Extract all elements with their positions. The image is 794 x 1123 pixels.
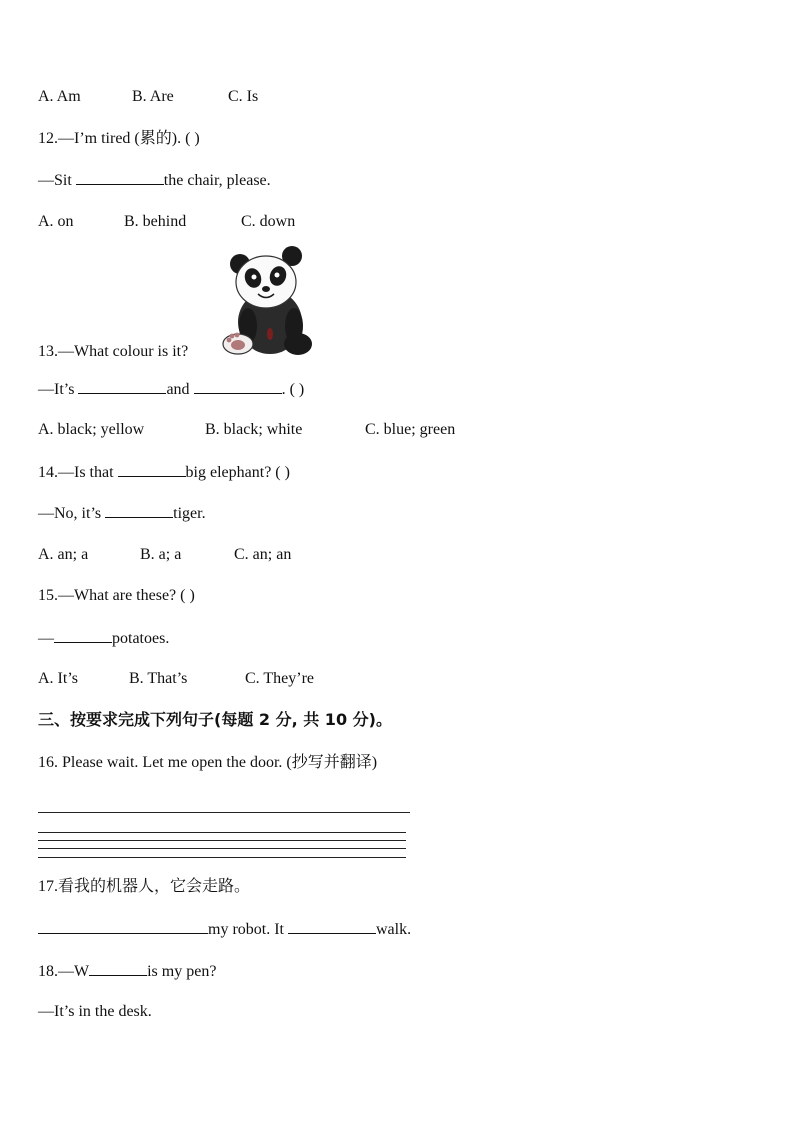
q16-writing-line-3[interactable] [38, 848, 406, 849]
q17-blank-2[interactable] [288, 919, 376, 934]
q15-stem: 15.—What are these? ( ) [38, 587, 195, 604]
q17-blank-1[interactable] [38, 919, 208, 934]
q12-blank[interactable] [76, 170, 164, 185]
q13-line2-post: . ( ) [281, 381, 305, 398]
q13-line2 [38, 379, 304, 400]
q11-options [38, 87, 258, 107]
q18-stem [38, 961, 216, 982]
q13-option-c[interactable]: C. blue; green [365, 421, 456, 438]
q14-stem-post: big elephant? ( ) [185, 464, 290, 481]
q14-stem-pre: 14.—Is that [38, 464, 118, 481]
q12-option-a[interactable]: A. on [38, 213, 74, 230]
q15-blank[interactable] [54, 628, 112, 643]
q13-blank-1[interactable] [78, 379, 166, 394]
q14-option-c[interactable]: C. an; an [234, 546, 292, 563]
q17-line2-post: walk. [376, 921, 412, 938]
q14-options [38, 545, 291, 565]
q14-blank-1[interactable] [118, 462, 186, 477]
q14-option-b[interactable]: B. a; a [140, 546, 182, 563]
q15-line2-pre: — [38, 630, 54, 647]
q13-stem: 13.—What colour is it? [38, 343, 189, 360]
q13-option-b[interactable]: B. black; white [205, 421, 303, 438]
q11-option-b[interactable]: B. Are [132, 88, 174, 105]
q12-options [38, 212, 295, 232]
q12-option-c[interactable]: C. down [241, 213, 296, 230]
q17-stem: 17.看我的机器人，它会走路。 [38, 878, 251, 895]
q16-writing-line-1[interactable] [38, 832, 406, 833]
q12-stem: 12.—I’m tired (累的). ( ) [38, 130, 200, 147]
q17-line2-mid: my robot. It [208, 921, 288, 938]
q16-writing-line-2[interactable] [38, 840, 406, 841]
q12-line2-pre: —Sit [38, 172, 76, 189]
q18-blank[interactable] [89, 961, 147, 976]
q12-line2 [38, 170, 271, 191]
q14-blank-2[interactable] [105, 503, 173, 518]
q12-option-b[interactable]: B. behind [124, 213, 187, 230]
q15-option-b[interactable]: B. That’s [129, 670, 188, 687]
q18-stem-post: is my pen? [147, 963, 217, 980]
q14-option-a[interactable]: A. an; a [38, 546, 89, 563]
q14-line2-post: tiger. [173, 505, 206, 522]
q16-stem: 16. Please wait. Let me open the door. (抄写并翻译) [38, 754, 378, 771]
section-3-heading: 三、按要求完成下列句子(每题 2 分, 共 10 分)。 [38, 710, 392, 729]
q17-line2 [38, 919, 411, 940]
q13-line2-pre: —It’s [38, 381, 79, 398]
q13-blank-2[interactable] [194, 379, 282, 394]
q14-line2 [38, 503, 206, 524]
q18-stem-pre: 18.—W [38, 963, 90, 980]
panda-icon [218, 244, 316, 358]
q11-option-c[interactable]: C. Is [228, 88, 259, 105]
q13-option-a[interactable]: A. black; yellow [38, 421, 145, 438]
q15-options [38, 669, 314, 689]
q13-line2-mid: and [166, 381, 194, 398]
q12-line2-post: the chair, please. [163, 172, 271, 189]
q15-option-a[interactable]: A. It’s [38, 670, 78, 687]
q14-line2-pre: —No, it’s [38, 505, 106, 522]
q13-options [38, 420, 455, 440]
q18-line2: —It’s in the desk. [38, 1003, 152, 1020]
q15-line2 [38, 628, 169, 649]
q14-stem [38, 462, 290, 483]
q16-writing-line-4[interactable] [38, 857, 406, 858]
q15-line2-post: potatoes. [112, 630, 170, 647]
q16-answer-line[interactable] [38, 812, 410, 813]
q15-option-c[interactable]: C. They’re [245, 670, 315, 687]
q11-option-a[interactable]: A. Am [38, 88, 81, 105]
